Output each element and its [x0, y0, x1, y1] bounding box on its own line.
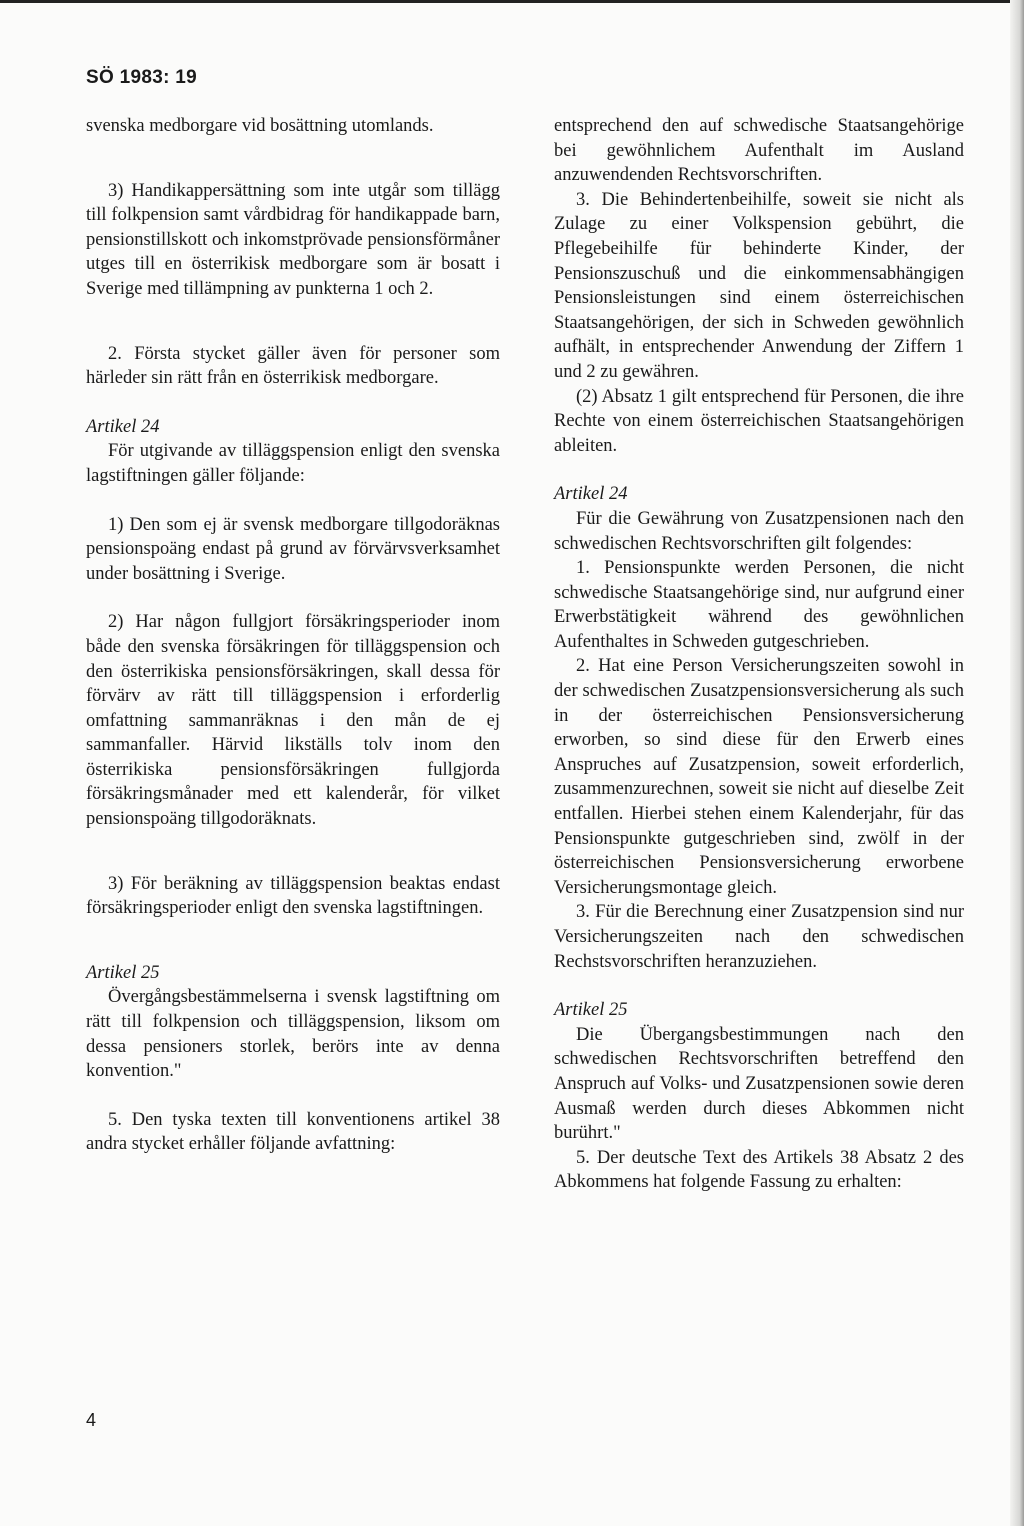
- article-25-heading: Artikel 25: [86, 962, 160, 983]
- paragraph: (2) Absatz 1 gilt entsprechend für Personen, die ihre Rechte von einem österreichischen Staatsangehörigen ableiten.: [554, 386, 964, 456]
- paragraph: entsprechend den auf schwedische Staatsangehörige bei gewöhnlichem Aufenthalt im Ausland anzuwendenden Rechtsvorschriften.: [554, 116, 964, 186]
- swedish-column: [86, 114, 500, 1157]
- scan-right-edge: [1010, 0, 1024, 1526]
- german-column: [554, 114, 964, 1195]
- paragraph: 1) Den som ej är svensk medborgare tillgodoräknas pensionspoäng endast på grund av förvärvsverksamhet under bosättning i Sverige.: [86, 514, 500, 584]
- article-25-heading: Artikel 25: [554, 1000, 628, 1021]
- scan-top-border: [0, 0, 1024, 3]
- paragraph: 2. Första stycket gäller även för personer som härleder sin rätt från en österrikisk medborgare.: [86, 343, 500, 389]
- page-number: 4: [86, 1410, 97, 1430]
- paragraph: 5. Den tyska texten till konventionens artikel 38 andra stycket erhåller följande avfattning:: [86, 1109, 500, 1155]
- paragraph: 2) Har någon fullgjort försäkringsperioder inom både den svenska försäkringen för tilläggspension och den österrikiska pensionsförsäkringen, skall dessa för förvärv av rätt till tilläggspension i erforderlig omfattning sammanräknas i den mån de ej sammanfaller. Härvid likställs tolv inom den österrikiska pensionsförsäkringen fullgjorda försäkringsmånader med ett kalenderår, för vilket pensionspoäng tillgodoräknats.: [86, 612, 500, 830]
- paragraph: 3. Die Behindertenbeihilfe, soweit sie nicht als Zulage zu einer Volkspension gebührt, die Pflegebeihilfe für behinderte Kinder, der Pensionszuschuß und die einkommensabhängigen Pensionsleistungen sind einem österreichischen Staatsangehörigen, der sich in Schweden gewöhnlich aufhält, in entsprechender Anwendung der Ziffern 1 und 2 zu gewähren.: [554, 189, 964, 382]
- paragraph: Die Übergangsbestimmungen nach den schwedischen Rechtsvorschriften betreffend den Anspruch auf Volks- und Zusatzpensionen sowie deren Ausmaß werden durch dieses Abkommen nicht burührt.": [554, 1024, 964, 1144]
- paragraph: svenska medborgare vid bosättning utomlands.: [86, 116, 434, 136]
- paragraph: 5. Der deutsche Text des Artikels 38 Absatz 2 des Abkommens hat folgende Fassung zu erhalten:: [554, 1147, 964, 1193]
- paragraph: 3) För beräkning av tilläggspension beaktas endast försäkringsperioder enligt den svenska lagstiftningen.: [86, 873, 500, 919]
- paragraph: Övergångsbestämmelserna i svensk lagstiftning om rätt till folkpension och tilläggspension, liksom om dessa pensioners storlek, berörs inte av denna konvention.": [86, 987, 500, 1082]
- article-24-heading: Artikel 24: [86, 416, 160, 437]
- article-24-heading: Artikel 24: [554, 484, 628, 505]
- document-reference: SÖ 1983: 19: [86, 67, 198, 88]
- paragraph: För utgivande av tilläggspension enligt den svenska lagstiftningen gäller följande:: [86, 441, 500, 486]
- paragraph: 3. Für die Berechnung einer Zusatzpension sind nur Versicherungszeiten nach den schwedischen Rechstsvorschriften heranzuziehen.: [554, 902, 964, 972]
- paragraph: 2. Hat eine Person Versicherungszeiten sowohl in der schwedischen Zusatzpensionsversicherung als such in der österreichischen Pensionsversicherung erworben, so sind diese für den Erwerb eines Anspruches auf Zusatzpension, soweit erforderlich, zusammenzurechnen, soweit sie nicht auf dieselbe Zeit entfallen. Hierbei stehen einem Kalenderjahr, für das Pensionspunkte gutgeschrieben sind, zwölf in der österreichischen Pensionsversicherung erworbene Versicherungsmontage gleich.: [554, 656, 964, 898]
- paragraph: 3) Handikappersättning som inte utgår som tillägg till folkpension samt vårdbidrag för handikappade barn, pensionstillskott och inkomstprövade pensionsförmåner utges till en österrikisk medborgare som är bosatt i Sverige med tillämpning av punkterna 1 och 2.: [86, 180, 500, 299]
- paragraph: Für die Gewährung von Zusatzpensionen nach den schwedischen Rechtsvorschriften gilt folgendes:: [554, 508, 964, 554]
- paragraph: 1. Pensionspunkte werden Personen, die nicht schwedische Staatsangehörige sind, nur aufgrund einer Erwerbstätigkeit während des gewöhnlichen Aufenthaltes in Schweden gutgeschrieben.: [554, 558, 964, 652]
